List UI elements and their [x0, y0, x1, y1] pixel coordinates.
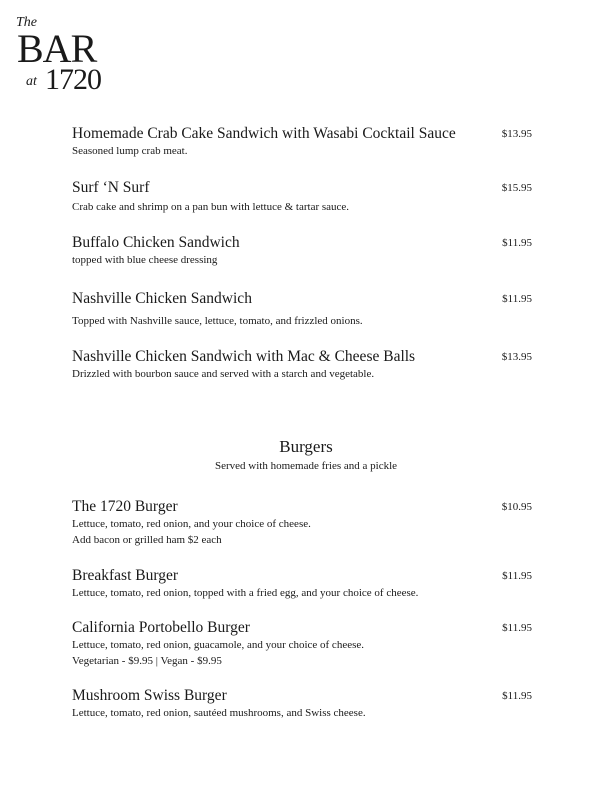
item-name: California Portobello Burger — [72, 619, 250, 636]
item-description: Lettuce, tomato, red onion, sautéed mushrooms, and Swiss cheese. — [72, 707, 366, 719]
item-price: $11.95 — [502, 570, 532, 582]
item-description-options: Vegetarian - $9.95 | Vegan - $9.95 — [72, 655, 222, 667]
item-description: Lettuce, tomato, red onion, topped with a fried egg, and your choice of cheese. — [72, 587, 419, 599]
logo-bar: BAR — [17, 26, 97, 71]
menu-item-surf-n-surf — [72, 179, 536, 215]
item-name: Breakfast Burger — [72, 567, 179, 584]
menu-item-california-portobello-burger — [72, 619, 536, 669]
item-name: Nashville Chicken Sandwich with Mac & Cheese Balls — [72, 348, 416, 365]
item-description: topped with blue cheese dressing — [72, 254, 218, 266]
menu-item-1720-burger — [72, 498, 536, 548]
bar-1720-logo — [16, 15, 116, 96]
logo-at: at — [26, 74, 37, 89]
menu-item-buffalo-chicken-sandwich — [72, 234, 536, 268]
item-name: The 1720 Burger — [72, 498, 178, 515]
item-price: $11.95 — [502, 690, 532, 702]
item-name: Homemade Crab Cake Sandwich with Wasabi Cocktail Sauce — [72, 125, 456, 142]
item-description-addon: Add bacon or grilled ham $2 each — [72, 534, 222, 546]
menu-item-nashville-chicken-mac-cheese — [72, 348, 536, 382]
logo-the: The — [16, 15, 37, 30]
menu-item-breakfast-burger — [72, 567, 536, 601]
item-description: Seasoned lump crab meat. — [72, 145, 188, 157]
item-name: Buffalo Chicken Sandwich — [72, 234, 240, 251]
menu-item-crab-cake-sandwich — [72, 125, 536, 159]
item-price: $15.95 — [501, 182, 532, 194]
item-price: $11.95 — [502, 293, 532, 305]
item-description: Lettuce, tomato, red onion, and your choice of cheese. — [72, 518, 311, 530]
logo-year: 1720 — [45, 63, 101, 96]
item-description: Drizzled with bourbon sauce and served with a starch and vegetable. — [72, 368, 375, 380]
item-price: $13.95 — [501, 351, 532, 363]
item-name: Surf ‘N Surf — [72, 179, 150, 196]
menu-item-mushroom-swiss-burger — [72, 687, 536, 721]
menu-item-nashville-chicken-sandwich — [72, 290, 536, 329]
item-description: Topped with Nashville sauce, lettuce, tomato, and frizzled onions. — [72, 315, 363, 327]
section-subtitle-burgers: Served with homemade fries and a pickle — [214, 460, 398, 472]
item-description: Crab cake and shrimp on a pan bun with lettuce & tartar sauce. — [72, 201, 350, 213]
section-title-burgers: Burgers — [279, 437, 333, 456]
item-price: $10.95 — [501, 501, 532, 513]
item-description: Lettuce, tomato, red onion, guacamole, and your choice of cheese. — [72, 639, 364, 651]
item-price: $11.95 — [502, 622, 532, 634]
item-name: Mushroom Swiss Burger — [72, 687, 227, 704]
item-name: Nashville Chicken Sandwich — [72, 290, 252, 307]
item-price: $11.95 — [502, 237, 532, 249]
item-price: $13.95 — [501, 128, 532, 140]
